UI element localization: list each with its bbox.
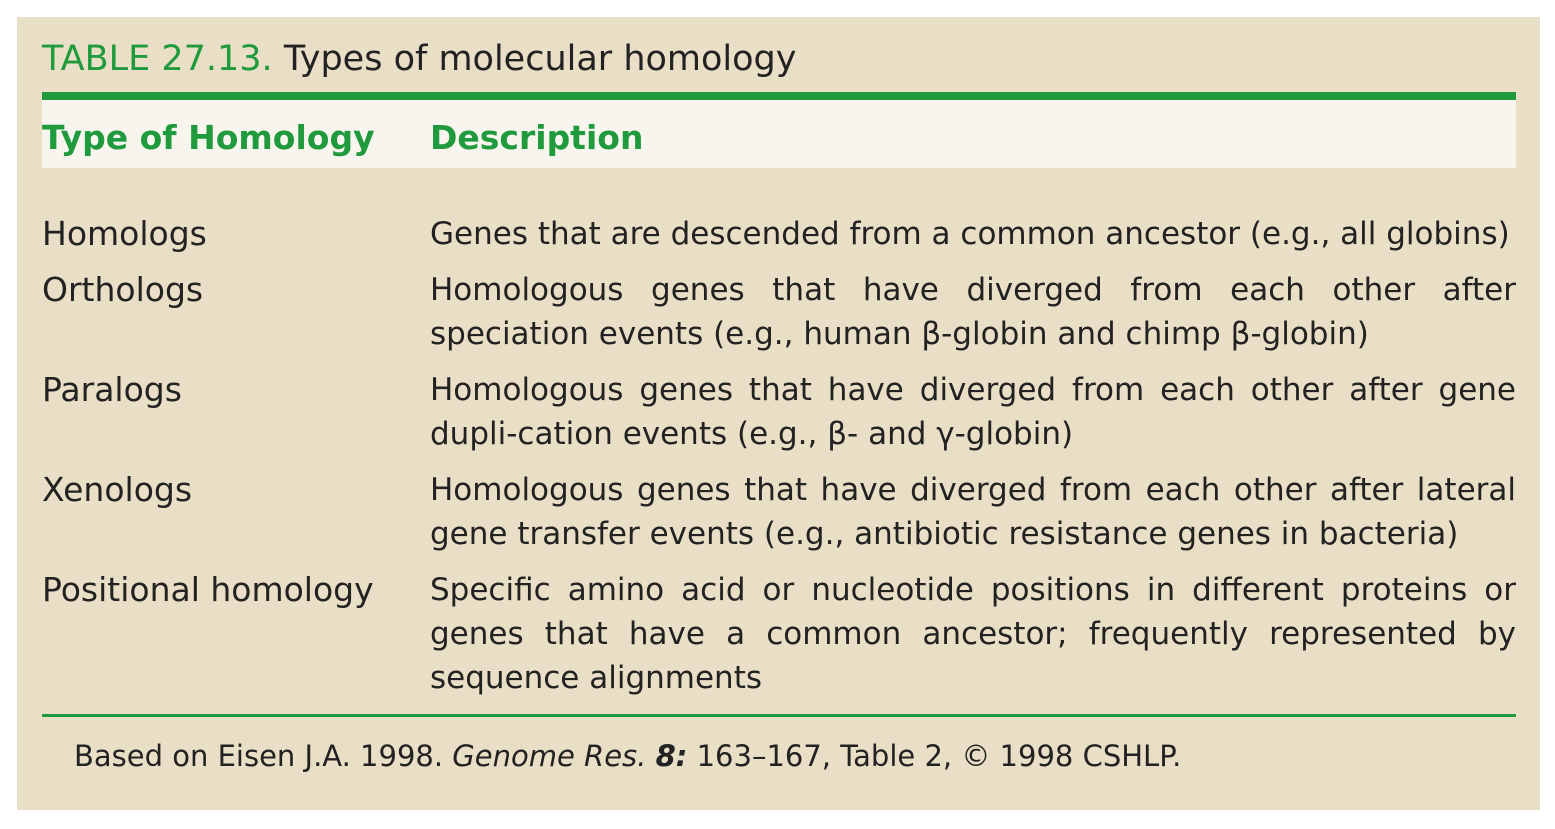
table-number: TABLE 27.13. bbox=[42, 39, 273, 79]
row-description-positional-homology: Specific amino acid or nucleotide positions in different proteins or genes that have a common ancestor; frequently represented by sequence alignments bbox=[430, 572, 1516, 696]
row-type-homologs: Homologs bbox=[42, 214, 207, 253]
row-type-paralogs: Paralogs bbox=[42, 370, 182, 409]
source-prefix: Based on Eisen J.A. 1998. bbox=[74, 739, 444, 773]
source-suffix: 163–167, Table 2, © 1998 CSHLP. bbox=[696, 739, 1182, 773]
table-caption bbox=[42, 36, 797, 82]
row-description-orthologs: Homologous genes that have diverged from each other after speciation events (e.g., human β-globin and chimp β-globin) bbox=[430, 272, 1516, 352]
row-description-paralogs: Homologous genes that have diverged from each other after gene dupli-cation events (e.g., β- and γ-globin) bbox=[430, 372, 1516, 452]
row-type-xenologs: Xenologs bbox=[42, 470, 193, 509]
column-header-description: Description bbox=[430, 118, 644, 157]
row-description-xenologs: Homologous genes that have diverged from each other after lateral gene transfer events (e.g., antibiotic resistance genes in bacteria) bbox=[430, 472, 1516, 552]
top-rule bbox=[42, 92, 1516, 100]
column-header-type: Type of Homology bbox=[42, 118, 375, 157]
source-journal: Genome Res. bbox=[452, 739, 647, 773]
source-note bbox=[74, 736, 1181, 776]
source-volume: 8: bbox=[655, 739, 688, 773]
bottom-rule bbox=[42, 714, 1516, 717]
row-type-positional-homology: Positional homology bbox=[42, 570, 374, 609]
table-title: Types of molecular homology bbox=[283, 39, 797, 79]
row-description-homologs: Genes that are descended from a common ancestor (e.g., all globins) bbox=[430, 216, 1510, 252]
row-type-orthologs: Orthologs bbox=[42, 270, 204, 309]
